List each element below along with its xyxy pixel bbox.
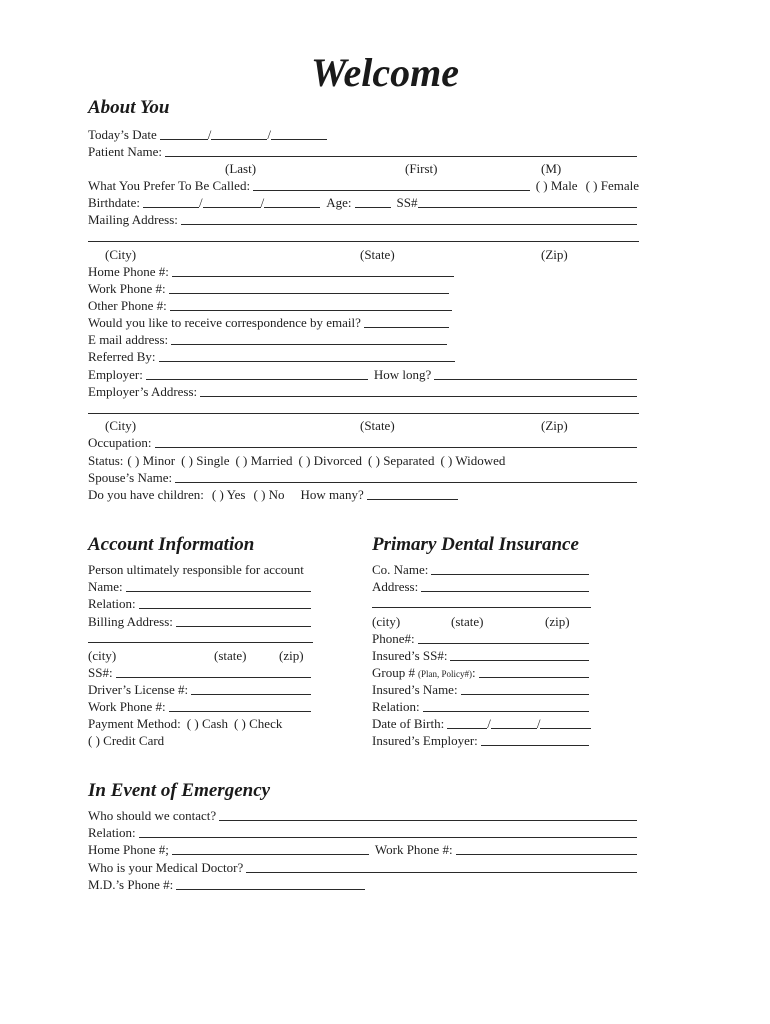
date-separator: / bbox=[487, 716, 491, 731]
insured-ss-row bbox=[372, 647, 591, 664]
todays-date-label: Today’s Date bbox=[88, 127, 157, 142]
insurance-co-name-row bbox=[372, 561, 591, 578]
spouse-name-label: Spouse’s Name: bbox=[88, 470, 173, 485]
medical-doctor-label: Who is your Medical Doctor? bbox=[88, 860, 244, 875]
account-relation-label: Relation: bbox=[88, 596, 136, 611]
md-phone-label: M.D.’s Phone #: bbox=[88, 877, 174, 892]
date-of-birth-row bbox=[372, 715, 591, 732]
group-number-colon: : bbox=[471, 665, 476, 680]
insurance-phone-row bbox=[372, 630, 591, 647]
insured-ss-field[interactable] bbox=[450, 649, 589, 661]
account-name-row bbox=[88, 578, 313, 595]
responsible-party-row bbox=[88, 561, 304, 578]
billing-address-line-2-field[interactable] bbox=[88, 631, 313, 643]
insurance-address-label: Address: bbox=[372, 579, 419, 594]
patient-name-field[interactable] bbox=[165, 145, 637, 157]
dob-month-field[interactable] bbox=[447, 717, 487, 729]
referred-by-label: Referred By: bbox=[88, 349, 156, 364]
how-long-field[interactable] bbox=[434, 368, 637, 380]
referred-by-field[interactable] bbox=[159, 350, 455, 362]
city-hint: (City) bbox=[105, 247, 137, 262]
account-ss-label: SS#: bbox=[88, 665, 113, 680]
date-separator: / bbox=[260, 195, 265, 210]
account-work-phone-field[interactable] bbox=[169, 700, 311, 712]
form-title: Welcome bbox=[310, 50, 460, 95]
last-name-hint: (Last) bbox=[225, 161, 257, 176]
emergency-contact-row bbox=[88, 807, 639, 824]
insurance-zip-hint: (zip) bbox=[545, 614, 570, 629]
age-label: Age: bbox=[326, 195, 352, 210]
date-separator: / bbox=[536, 716, 541, 731]
status-separated-checkbox[interactable]: ( ) Separated bbox=[368, 453, 435, 468]
insurance-relation-field[interactable] bbox=[423, 700, 589, 712]
employer-address-field[interactable] bbox=[200, 385, 637, 397]
emergency-contact-label: Who should we contact? bbox=[88, 808, 217, 823]
insurance-phone-label: Phone#: bbox=[372, 631, 415, 646]
emergency-phones-row bbox=[88, 841, 639, 858]
employer-state-hint: (State) bbox=[360, 418, 395, 433]
payment-check-checkbox[interactable]: ( ) Check bbox=[233, 716, 283, 731]
employer-zip-hint: (Zip) bbox=[541, 418, 568, 433]
account-name-field[interactable] bbox=[126, 580, 311, 592]
payment-method-label: Payment Method: bbox=[88, 716, 181, 731]
children-no-checkbox[interactable]: ( ) No bbox=[253, 487, 285, 502]
emergency-work-phone-field[interactable] bbox=[456, 843, 637, 855]
emergency-relation-label: Relation: bbox=[88, 825, 136, 840]
billing-address-field[interactable] bbox=[176, 615, 311, 627]
payment-method-row bbox=[88, 715, 282, 732]
todays-date-month-field[interactable] bbox=[160, 128, 208, 140]
drivers-license-field[interactable] bbox=[191, 683, 311, 695]
md-phone-field[interactable] bbox=[176, 878, 365, 890]
todays-date-year-field[interactable] bbox=[271, 128, 327, 140]
primary-dental-insurance-heading: Primary Dental Insurance bbox=[372, 534, 579, 555]
about-you-heading: About You bbox=[88, 97, 170, 118]
payment-cash-checkbox[interactable]: ( ) Cash bbox=[186, 716, 228, 731]
md-phone-row bbox=[88, 876, 367, 893]
occupation-label: Occupation: bbox=[88, 435, 152, 450]
medical-doctor-row bbox=[88, 859, 639, 876]
age-field[interactable] bbox=[355, 196, 391, 208]
email-address-row bbox=[88, 331, 449, 348]
insurance-phone-field[interactable] bbox=[418, 632, 589, 644]
other-phone-field[interactable] bbox=[170, 299, 452, 311]
how-many-label: How many? bbox=[300, 487, 364, 502]
insurance-city-hint: (city) bbox=[372, 614, 401, 629]
status-single-checkbox[interactable]: ( ) Single bbox=[181, 453, 230, 468]
emergency-relation-row bbox=[88, 824, 639, 841]
account-work-phone-row bbox=[88, 698, 313, 715]
date-separator: / bbox=[199, 195, 203, 210]
insurance-address-field[interactable] bbox=[421, 580, 589, 592]
status-divorced-checkbox[interactable]: ( ) Divorced bbox=[298, 453, 363, 468]
ss-label: SS# bbox=[396, 195, 418, 210]
other-phone-row bbox=[88, 297, 454, 314]
home-phone-label: Home Phone #: bbox=[88, 264, 169, 279]
date-of-birth-label: Date of Birth: bbox=[372, 716, 445, 731]
zip-hint: (Zip) bbox=[541, 247, 568, 262]
billing-zip-hint: (zip) bbox=[279, 648, 304, 663]
insurance-address-row bbox=[372, 578, 591, 595]
emergency-contact-field[interactable] bbox=[219, 809, 637, 821]
how-long-label: How long? bbox=[373, 367, 432, 382]
status-row bbox=[88, 452, 505, 469]
group-number-field[interactable] bbox=[479, 666, 589, 678]
mailing-address-row bbox=[88, 211, 639, 228]
date-separator: / bbox=[207, 127, 212, 142]
employer-address-label: Employer’s Address: bbox=[88, 384, 198, 399]
insured-name-field[interactable] bbox=[461, 683, 589, 695]
group-number-note: (Plan, Policy#) bbox=[417, 669, 472, 679]
birthdate-day-field[interactable] bbox=[203, 196, 261, 208]
employer-label: Employer: bbox=[88, 367, 143, 382]
account-information-heading: Account Information bbox=[88, 534, 255, 555]
billing-address-label: Billing Address: bbox=[88, 614, 173, 629]
emergency-home-phone-label: Home Phone #; bbox=[88, 842, 169, 857]
insured-employer-row bbox=[372, 732, 591, 749]
mailing-address-label: Mailing Address: bbox=[88, 212, 178, 227]
employer-address-line-2-row bbox=[88, 401, 639, 418]
email-preference-field[interactable] bbox=[364, 316, 449, 328]
medical-doctor-field[interactable] bbox=[246, 861, 637, 873]
preferred-name-field[interactable] bbox=[253, 179, 530, 191]
insured-name-label: Insured’s Name: bbox=[372, 682, 458, 697]
birthdate-label: Birthdate: bbox=[88, 195, 140, 210]
email-preference-row bbox=[88, 314, 451, 331]
occupation-field[interactable] bbox=[155, 436, 637, 448]
mailing-address-field[interactable] bbox=[181, 213, 637, 225]
status-married-checkbox[interactable]: ( ) Married bbox=[235, 453, 293, 468]
home-phone-field[interactable] bbox=[172, 265, 454, 277]
children-yes-checkbox[interactable]: ( ) Yes bbox=[211, 487, 246, 502]
insurance-state-hint: (state) bbox=[451, 614, 484, 629]
first-name-hint: (First) bbox=[405, 161, 438, 176]
account-work-phone-label: Work Phone #: bbox=[88, 699, 166, 714]
account-name-label: Name: bbox=[88, 579, 123, 594]
middle-initial-hint: (M) bbox=[541, 161, 562, 176]
work-phone-label: Work Phone #: bbox=[88, 281, 166, 296]
preferred-name-label: What You Prefer To Be Called: bbox=[88, 178, 251, 193]
male-checkbox[interactable]: ( ) Male bbox=[535, 178, 578, 193]
emergency-heading: In Event of Emergency bbox=[88, 780, 271, 801]
account-relation-row bbox=[88, 595, 313, 612]
responsible-party-label: Person ultimately responsible for account bbox=[88, 562, 304, 577]
payment-credit-card-checkbox[interactable]: ( ) Credit Card bbox=[88, 733, 165, 748]
employer-row bbox=[88, 366, 639, 383]
dob-day-field[interactable] bbox=[491, 717, 537, 729]
employer-address-line-2-field[interactable] bbox=[88, 402, 639, 414]
date-separator: / bbox=[267, 127, 272, 142]
todays-date-day-field[interactable] bbox=[211, 128, 267, 140]
status-label: Status: bbox=[88, 453, 124, 468]
insurance-address-line-2-field[interactable] bbox=[372, 596, 591, 608]
drivers-license-label: Driver’s License #: bbox=[88, 682, 189, 697]
billing-city-hint: (city) bbox=[88, 648, 117, 663]
patient-name-row bbox=[88, 143, 639, 160]
how-many-field[interactable] bbox=[367, 488, 458, 500]
insurance-co-name-label: Co. Name: bbox=[372, 562, 429, 577]
occupation-row bbox=[88, 434, 639, 451]
state-hint: (State) bbox=[360, 247, 395, 262]
birthdate-year-field[interactable] bbox=[264, 196, 320, 208]
insurance-co-name-field[interactable] bbox=[431, 563, 589, 575]
email-address-label: E mail address: bbox=[88, 332, 169, 347]
emergency-work-phone-label: Work Phone #: bbox=[374, 842, 453, 857]
employer-city-hint: (City) bbox=[105, 418, 137, 433]
spouse-name-field[interactable] bbox=[175, 471, 637, 483]
female-checkbox[interactable]: ( ) Female bbox=[585, 178, 639, 193]
status-widowed-checkbox[interactable]: ( ) Widowed bbox=[440, 453, 506, 468]
emergency-home-phone-field[interactable] bbox=[172, 843, 369, 855]
account-relation-field[interactable] bbox=[139, 597, 311, 609]
other-phone-label: Other Phone #: bbox=[88, 298, 167, 313]
children-label: Do you have children: bbox=[88, 487, 204, 502]
email-address-field[interactable] bbox=[171, 333, 447, 345]
birthdate-month-field[interactable] bbox=[143, 196, 199, 208]
insured-employer-label: Insured’s Employer: bbox=[372, 733, 478, 748]
children-row bbox=[88, 486, 460, 503]
birthdate-row bbox=[88, 194, 639, 211]
ss-field[interactable] bbox=[418, 196, 638, 208]
insurance-relation-row bbox=[372, 698, 591, 715]
insurance-address-line-2-row bbox=[372, 595, 591, 612]
payment-credit-card-row bbox=[88, 732, 164, 749]
group-number-label: Group # bbox=[372, 665, 415, 680]
employer-address-row bbox=[88, 383, 639, 400]
work-phone-row bbox=[88, 280, 451, 297]
email-preference-label: Would you like to receive correspondence by email? bbox=[88, 315, 361, 330]
insured-ss-label: Insured’s SS#: bbox=[372, 648, 448, 663]
account-ss-row bbox=[88, 664, 313, 681]
referred-by-row bbox=[88, 348, 457, 365]
billing-state-hint: (state) bbox=[214, 648, 247, 663]
todays-date-row bbox=[88, 126, 327, 143]
billing-address-row bbox=[88, 613, 313, 630]
dob-year-field[interactable] bbox=[540, 717, 591, 729]
account-ss-field[interactable] bbox=[116, 666, 311, 678]
emergency-relation-field[interactable] bbox=[139, 826, 637, 838]
insurance-relation-label: Relation: bbox=[372, 699, 420, 714]
spouse-name-row bbox=[88, 469, 639, 486]
group-number-row bbox=[372, 664, 591, 681]
preferred-name-row bbox=[88, 177, 639, 194]
mailing-address-line-2-row bbox=[88, 229, 639, 246]
insured-name-row bbox=[372, 681, 591, 698]
drivers-license-row bbox=[88, 681, 313, 698]
mailing-address-line-2-field[interactable] bbox=[88, 230, 639, 242]
patient-name-label: Patient Name: bbox=[88, 144, 163, 159]
work-phone-field[interactable] bbox=[169, 282, 449, 294]
employer-field[interactable] bbox=[146, 368, 368, 380]
insured-employer-field[interactable] bbox=[481, 734, 589, 746]
billing-address-line-2-row bbox=[88, 630, 313, 647]
status-minor-checkbox[interactable]: ( ) Minor bbox=[127, 453, 176, 468]
home-phone-row bbox=[88, 263, 456, 280]
